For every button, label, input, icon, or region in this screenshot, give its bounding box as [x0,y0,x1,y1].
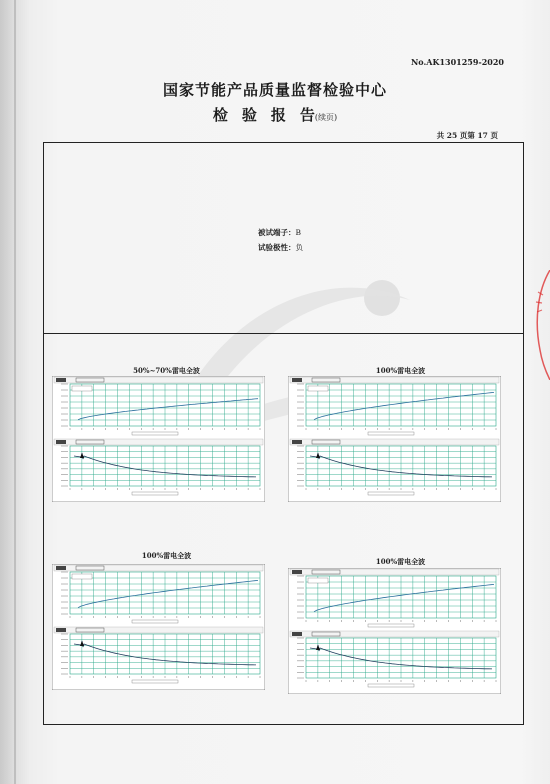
voltage-plot [290,569,499,627]
terminal-row [258,227,301,238]
report-number: No.AK1301259-2020 [410,57,504,67]
report-title-char: 检 [212,106,242,124]
panel-title: 50%~70%雷电全波 [133,366,200,375]
voltage-plot [290,377,499,435]
panel-title: 100%雷电全波 [375,366,426,375]
report-title-char: 报 [270,106,300,124]
panel-title: 100%雷电全波 [141,551,192,560]
terminal-value: B [295,228,302,237]
oscillogram [52,376,265,502]
report-title-char: 告 [299,106,315,124]
terminal-label: 被试端子： [258,228,296,237]
oscillogram [288,376,501,502]
oscillogram-svg [52,564,265,690]
oscillogram [52,564,265,690]
official-seal-fragment [532,270,550,380]
page-count: 共 25 页第 17 页 [436,131,498,140]
oscillogram-svg [288,568,501,694]
oscillogram [288,568,501,694]
oscillogram-svg [288,376,501,502]
voltage-plot [54,377,263,435]
oscillogram-svg [52,376,265,502]
organization-title: 国家节能产品质量监督检验中心 [162,81,387,99]
section-divider [43,333,524,334]
voltage-plot [54,565,263,623]
report-title-char: 验 [241,106,271,124]
continued-label: (续页) [314,113,338,122]
panel-title: 100%雷电全波 [375,557,426,566]
polarity-row [258,242,303,253]
polarity-value: 负 [295,243,303,252]
polarity-label: 试验极性： [258,243,296,252]
report-title [0,104,550,125]
